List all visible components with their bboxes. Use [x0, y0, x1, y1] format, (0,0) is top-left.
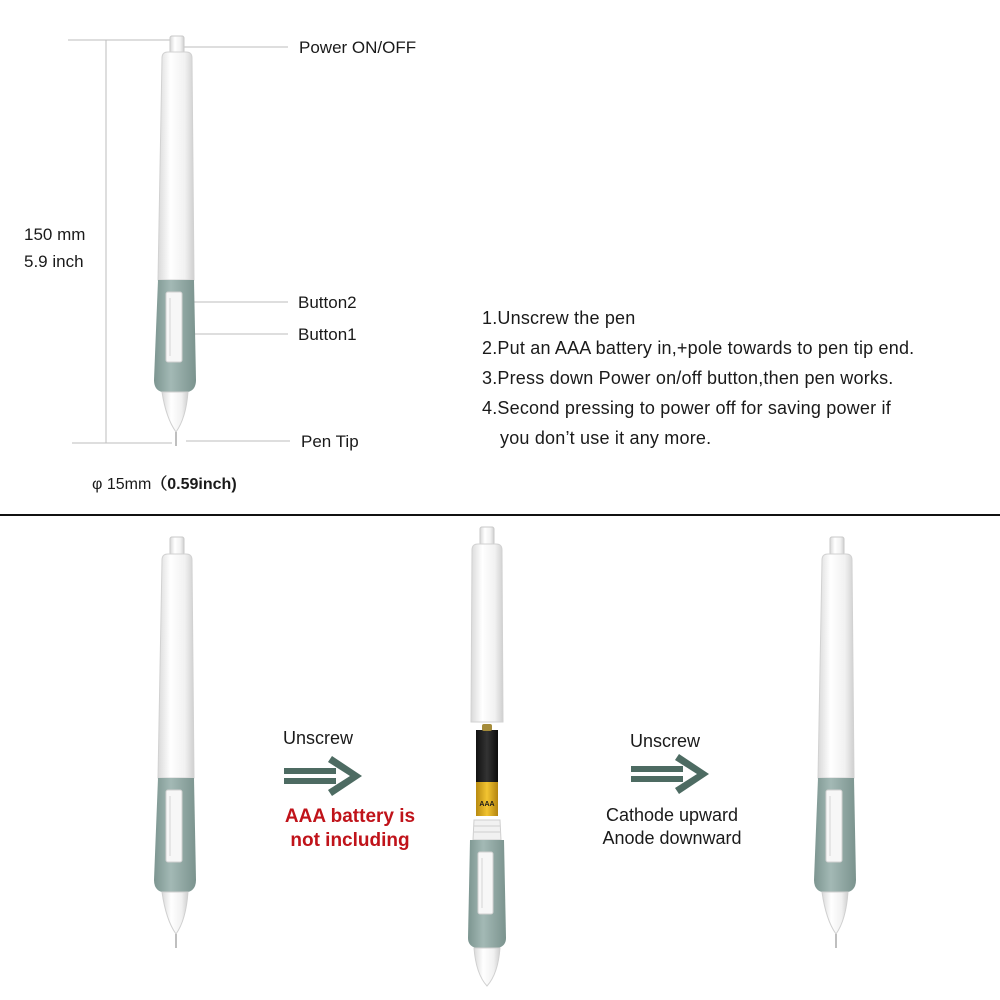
- step-4: 4.Second pressing to power off for saving power if: [482, 398, 891, 418]
- orientation-note: [582, 804, 762, 851]
- battery-note: [270, 805, 430, 853]
- arrow-right-icon-left: [284, 756, 362, 796]
- pen-top: [154, 36, 196, 446]
- label-button1: Button1: [298, 325, 357, 344]
- step-3: 3.Press down Power on/off button,then pen works.: [482, 368, 894, 388]
- pen-bottom-middle-lower: [468, 820, 506, 986]
- battery-label: AAA: [479, 801, 495, 808]
- label-power: Power ON/OFF: [299, 38, 417, 57]
- pen-bottom-left: [154, 537, 196, 948]
- step-1: 1.Unscrew the pen: [482, 308, 636, 328]
- aaa-battery: [476, 724, 498, 816]
- battery-note-line1: AAA battery is: [284, 806, 416, 827]
- orientation-line2: Anode downward: [602, 828, 742, 849]
- step-2: 2.Put an AAA battery in,+pole towards to pen tip end.: [482, 338, 915, 358]
- orientation-line1: Cathode upward: [605, 805, 739, 825]
- label-pen-tip: Pen Tip: [301, 432, 359, 451]
- pen-bottom-middle-upper: [471, 527, 503, 722]
- step-4-continued: you don’t use it any more.: [500, 428, 712, 448]
- diameter-label: [92, 477, 237, 493]
- diameter-mm: φ 15mm: [92, 476, 152, 493]
- diameter-inch: （0.59inch): [151, 476, 237, 493]
- length-mm: 150 mm: [24, 225, 86, 244]
- pen-bottom-right: [814, 537, 856, 948]
- label-button2: Button2: [298, 293, 357, 312]
- length-inch: 5.9 inch: [24, 252, 84, 271]
- label-unscrew-left: Unscrew: [283, 728, 354, 748]
- arrow-right-icon-right: [631, 754, 709, 794]
- label-unscrew-right: Unscrew: [630, 731, 701, 751]
- battery-note-line2: not including: [290, 829, 410, 851]
